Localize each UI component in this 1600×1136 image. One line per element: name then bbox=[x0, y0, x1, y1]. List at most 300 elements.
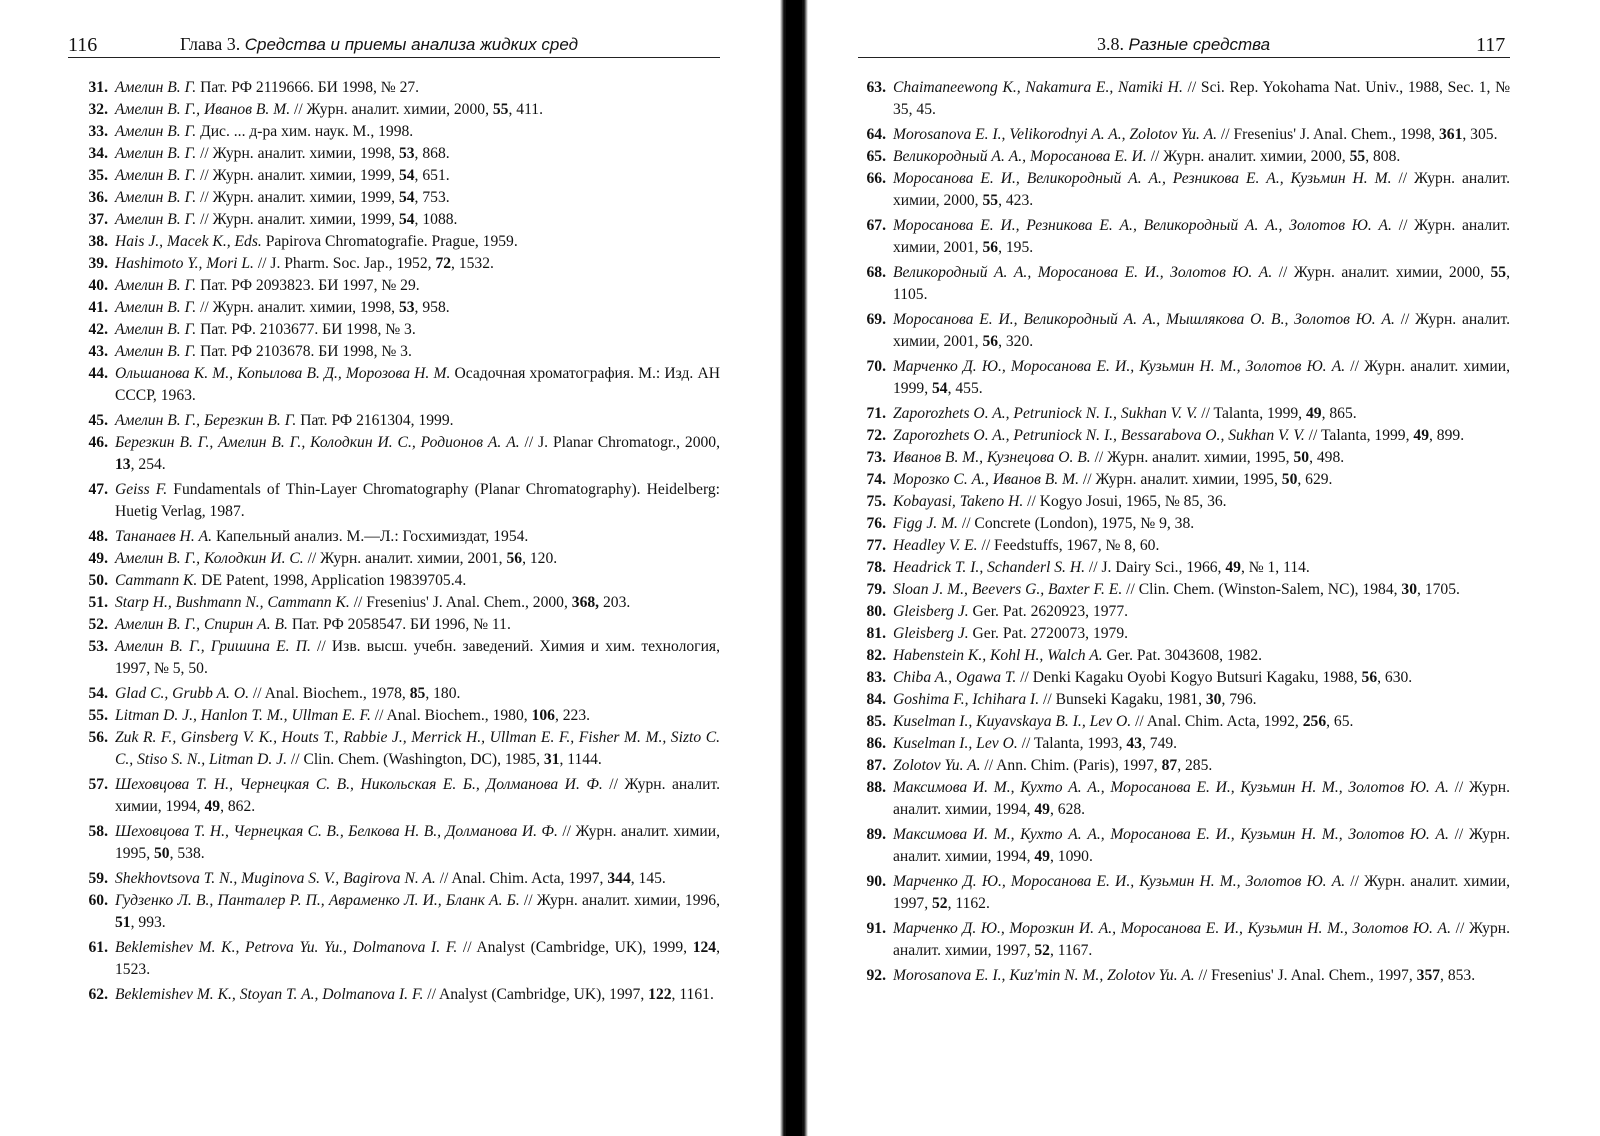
reference-authors: Амелин В. Г. bbox=[115, 79, 197, 96]
reference-authors: Амелин В. Г. bbox=[115, 123, 197, 140]
reference-number: 52. bbox=[88, 616, 108, 633]
reference-item bbox=[80, 121, 720, 143]
reference-number: 36. bbox=[88, 189, 108, 206]
reference-authors: Headley V. E. bbox=[893, 537, 978, 554]
reference-text: , № 1, 114. bbox=[1240, 559, 1310, 576]
reference-text: // Fresenius' J. Anal. Chem., 2000, bbox=[349, 594, 572, 611]
reference-text: // Журн. аналит. химии, 1995, bbox=[115, 823, 720, 862]
reference-authors: Иванов В. М., Кузнецова О. В. bbox=[893, 449, 1091, 466]
reference-text: // Журн. аналит. химии, 1997, bbox=[893, 920, 1510, 959]
reference-text: , 796. bbox=[1221, 691, 1257, 708]
reference-number: 45. bbox=[88, 412, 108, 429]
reference-volume: 52 bbox=[1034, 942, 1050, 959]
reference-item bbox=[80, 614, 720, 636]
right-page-number: 117 bbox=[1476, 34, 1506, 56]
reference-authors: Beklemishev M. K., Stoyan T. A., Dolmanova I. F. bbox=[115, 986, 424, 1003]
reference-authors: Kuselman I., Kuyavskaya B. I., Lev O. bbox=[893, 713, 1132, 730]
reference-text: , 423. bbox=[998, 192, 1034, 209]
reference-text: , 993. bbox=[130, 914, 166, 931]
reference-volume: 31 bbox=[543, 751, 560, 768]
reference-text: // Sci. Rep. Yokohama Nat. Univ., 1988, Sec. 1, № 35, 45. bbox=[893, 79, 1510, 118]
reference-text: // Журн. аналит. химии, 1998, bbox=[196, 299, 399, 316]
reference-number: 62. bbox=[88, 986, 108, 1003]
reference-number: 67. bbox=[866, 217, 886, 234]
reference-number: 88. bbox=[866, 779, 886, 796]
reference-item bbox=[80, 868, 720, 890]
reference-number: 34. bbox=[88, 145, 108, 162]
reference-item bbox=[858, 469, 1510, 491]
reference-text: Fundamentals of Thin-Layer Chromatography (Planar Chromatography). Heidelberg: Huetig Verlag, 1987. bbox=[115, 481, 720, 520]
reference-item bbox=[858, 77, 1510, 124]
reference-authors: Амелин В. Г. bbox=[115, 299, 197, 316]
reference-text: , 899. bbox=[1429, 427, 1465, 444]
reference-authors: Chaimaneewong K., Nakamura E., Namiki H. bbox=[893, 79, 1183, 96]
left-page-number: 116 bbox=[68, 34, 98, 56]
reference-text: , 120. bbox=[522, 550, 558, 567]
reference-number: 73. bbox=[866, 449, 886, 466]
reference-text: Пат. РФ. 2103677. БИ 1998, № 3. bbox=[196, 321, 416, 338]
reference-text: , 629. bbox=[1297, 471, 1333, 488]
reference-number: 46. bbox=[88, 434, 108, 451]
reference-authors: Амелин В. Г., Спирин А. В. bbox=[115, 616, 288, 633]
reference-text: // Kogyo Josui, 1965, № 85, 36. bbox=[1023, 493, 1227, 510]
reference-volume: 106 bbox=[531, 707, 555, 724]
reference-volume: 49 bbox=[1225, 559, 1241, 576]
reference-volume: 256 bbox=[1302, 713, 1327, 730]
reference-item bbox=[858, 513, 1510, 535]
reference-text: , 320. bbox=[998, 333, 1034, 350]
reference-item bbox=[858, 124, 1510, 146]
reference-text: Пат. РФ 2119666. БИ 1998, № 27. bbox=[196, 79, 420, 96]
reference-text: // J. Pharm. Soc. Jap., 1952, bbox=[253, 255, 436, 272]
reference-text: // Concrete (London), 1975, № 9, 38. bbox=[957, 515, 1195, 532]
reference-text: // Anal. Chim. Acta, 1997, bbox=[435, 870, 608, 887]
reference-text: // Analyst (Cambridge, UK), 1999, bbox=[457, 939, 693, 956]
reference-volume: 54 bbox=[398, 189, 415, 206]
reference-volume: 56 bbox=[506, 550, 523, 567]
reference-authors: Амелин В. Г., Колодкин И. С. bbox=[115, 550, 304, 567]
reference-volume: 54 bbox=[398, 211, 415, 228]
reference-item bbox=[858, 403, 1510, 425]
reference-volume: 122 bbox=[648, 986, 672, 1003]
reference-number: 47. bbox=[88, 481, 108, 498]
reference-volume: 43 bbox=[1126, 735, 1142, 752]
reference-volume: 361 bbox=[1438, 126, 1463, 143]
reference-text: // Fresenius' J. Anal. Chem., 1998, bbox=[1217, 126, 1439, 143]
reference-authors: Ольшанова К. М., Копылова В. Д., Морозова Н. М. bbox=[115, 365, 451, 382]
right-section-label: 3.8. bbox=[1097, 34, 1124, 54]
reference-authors: Hais J., Macek K., Eds. bbox=[115, 233, 262, 250]
left-page bbox=[0, 0, 780, 1136]
reference-text: Пат. РФ 2093823. БИ 1997, № 29. bbox=[196, 277, 420, 294]
reference-number: 91. bbox=[866, 920, 886, 937]
reference-text: // Clin. Chem. (Washington, DC), 1985, bbox=[286, 751, 544, 768]
reference-text: // Журн. аналит. химии, 1997, bbox=[893, 873, 1510, 912]
reference-number: 82. bbox=[866, 647, 886, 664]
reference-item bbox=[80, 570, 720, 592]
reference-volume: 49 bbox=[1413, 427, 1429, 444]
reference-text: , 1523. bbox=[115, 939, 720, 978]
reference-text: // Analyst (Cambridge, UK), 1997, bbox=[423, 986, 649, 1003]
reference-text: , 305. bbox=[1462, 126, 1498, 143]
reference-volume: 55 bbox=[492, 101, 509, 118]
reference-text: , 1105. bbox=[893, 264, 1510, 303]
reference-authors: Glad C., Grubb A. O. bbox=[115, 685, 250, 702]
right-header-rule bbox=[858, 57, 1510, 58]
reference-volume: 55 bbox=[1490, 264, 1507, 281]
reference-text: Пат. РФ 2058547. БИ 1996, № 11. bbox=[287, 616, 511, 633]
reference-volume: 49 bbox=[1305, 405, 1322, 422]
reference-number: 32. bbox=[88, 101, 108, 118]
reference-item bbox=[80, 363, 720, 410]
reference-text: // Журн. аналит. химии, 1998, bbox=[196, 145, 399, 162]
reference-item bbox=[858, 491, 1510, 513]
reference-authors: Марченко Д. Ю., Моросанова Е. И., Кузьмин Н. М., Золотов Ю. А. bbox=[893, 358, 1346, 375]
reference-volume: 49 bbox=[1034, 848, 1050, 865]
reference-number: 90. bbox=[866, 873, 886, 890]
reference-number: 39. bbox=[88, 255, 108, 272]
reference-authors: Beklemishev M. K., Petrova Yu. Yu., Dolmanova I. F. bbox=[115, 939, 458, 956]
reference-text: , 1705. bbox=[1417, 581, 1460, 598]
reference-text: Ger. Pat. 2620923, 1977. bbox=[968, 603, 1129, 620]
reference-text: , 455. bbox=[947, 380, 983, 397]
left-reference-list bbox=[80, 77, 720, 1006]
reference-authors: Figg J. M. bbox=[893, 515, 958, 532]
right-page bbox=[808, 0, 1600, 1136]
reference-number: 63. bbox=[866, 79, 886, 96]
reference-authors: Morosanova E. I., Velikorodnyi A. A., Zolotov Yu. A. bbox=[893, 126, 1217, 143]
reference-authors: Марченко Д. Ю., Морозкин И. А., Моросанова Е. И., Кузьмин Н. М., Золотов Ю. А. bbox=[893, 920, 1451, 937]
reference-authors: Kobayasi, Takeno H. bbox=[893, 493, 1024, 510]
reference-text: , 862. bbox=[220, 798, 256, 815]
reference-authors: Амелин В. Г. bbox=[115, 211, 197, 228]
reference-item bbox=[80, 143, 720, 165]
reference-item bbox=[80, 526, 720, 548]
reference-authors: Headrick T. I., Schanderl S. H. bbox=[893, 559, 1085, 576]
reference-volume: 55 bbox=[1349, 148, 1366, 165]
reference-authors: Гудзенко Л. В., Панталер Р. П., Авраменко Л. И., Бланк А. Б. bbox=[115, 892, 520, 909]
reference-item bbox=[80, 410, 720, 432]
reference-item bbox=[80, 209, 720, 231]
reference-number: 51. bbox=[88, 594, 108, 611]
reference-authors: Sloan J. M., Beevers G., Baxter F. E. bbox=[893, 581, 1123, 598]
reference-item bbox=[858, 965, 1510, 987]
reference-text: // Anal. Biochem., 1980, bbox=[370, 707, 532, 724]
reference-volume: 56 bbox=[1361, 669, 1378, 686]
reference-authors: Шеховцова Т. Н., Чернецкая С. В., Белкова Н. В., Долманова И. Ф. bbox=[115, 823, 558, 840]
reference-authors: Моросанова Е. И., Резникова Е. А., Великородный А. А., Золотов Ю. А. bbox=[893, 217, 1392, 234]
reference-text: // Anal. Biochem., 1978, bbox=[249, 685, 410, 702]
reference-item bbox=[80, 774, 720, 821]
reference-number: 81. bbox=[866, 625, 886, 642]
reference-volume: 50 bbox=[153, 845, 170, 862]
reference-text: , 1090. bbox=[1049, 848, 1093, 865]
left-header-rule bbox=[68, 57, 720, 58]
reference-text: , 808. bbox=[1365, 148, 1401, 165]
reference-authors: Амелин В. Г. bbox=[115, 277, 197, 294]
reference-authors: Моросанова Е. И., Великородный А. А., Резникова Е. А., Кузьмин Н. М. bbox=[893, 170, 1392, 187]
reference-volume: 54 bbox=[398, 167, 415, 184]
reference-authors: Великородный А. А., Моросанова Е. И. bbox=[893, 148, 1147, 165]
reference-text: // Denki Kagaku Oyobi Kogyo Butsuri Kagaku, 1988, bbox=[1016, 669, 1362, 686]
reference-text: , 753. bbox=[414, 189, 450, 206]
reference-volume: 30 bbox=[1401, 581, 1418, 598]
reference-text: , 538. bbox=[169, 845, 205, 862]
reference-volume: 56 bbox=[982, 333, 999, 350]
reference-text: // Журн. аналит. химии, 2001, bbox=[303, 550, 507, 567]
reference-item bbox=[80, 231, 720, 253]
reference-item bbox=[858, 733, 1510, 755]
reference-number: 44. bbox=[88, 365, 108, 382]
reference-item bbox=[858, 262, 1510, 309]
reference-text: , 749. bbox=[1141, 735, 1178, 752]
reference-number: 65. bbox=[866, 148, 886, 165]
reference-text: , 628. bbox=[1049, 801, 1086, 818]
reference-item bbox=[80, 821, 720, 868]
reference-item bbox=[858, 755, 1510, 777]
right-reference-list bbox=[858, 77, 1510, 987]
reference-number: 92. bbox=[866, 967, 886, 984]
left-chapter-label: Глава 3. bbox=[180, 34, 241, 54]
reference-volume: 56 bbox=[982, 239, 999, 256]
reference-text: // Журн. аналит. химии, 2000, bbox=[893, 170, 1510, 209]
reference-item bbox=[80, 479, 720, 526]
reference-volume: 368, bbox=[571, 594, 600, 611]
reference-authors: Тананаев Н. А. bbox=[115, 528, 213, 545]
reference-number: 83. bbox=[866, 669, 886, 686]
reference-text: Пат. РФ 2103678. БИ 1998, № 3. bbox=[196, 343, 412, 360]
reference-text: 203. bbox=[599, 594, 631, 611]
reference-text: , 285. bbox=[1177, 757, 1213, 774]
reference-authors: Zuk R. F., Ginsberg V. K., Houts T., Rabbie J., Merrick H., Ullman E. F., Fisher M. M., Sizto C. C., Stiso S. N., Litman D. J. bbox=[115, 729, 720, 768]
reference-text: , 1162. bbox=[947, 895, 990, 912]
reference-volume: 53 bbox=[398, 145, 415, 162]
reference-authors: Gleisberg J. bbox=[893, 603, 969, 620]
reference-text: Капельный анализ. М.—Л.: Госхимиздат, 1954. bbox=[212, 528, 529, 545]
reference-item bbox=[80, 592, 720, 614]
reference-text: // Журн. аналит. химии, 2000, bbox=[1146, 148, 1350, 165]
reference-item bbox=[80, 253, 720, 275]
reference-item bbox=[80, 727, 720, 774]
reference-volume: 53 bbox=[398, 299, 415, 316]
reference-text: , 853. bbox=[1440, 967, 1476, 984]
reference-number: 78. bbox=[866, 559, 886, 576]
reference-text: , 651. bbox=[414, 167, 450, 184]
reference-text: , 145. bbox=[630, 870, 666, 887]
reference-item bbox=[80, 432, 720, 479]
reference-number: 66. bbox=[866, 170, 886, 187]
reference-text: , 65. bbox=[1326, 713, 1354, 730]
right-section-title: Разные средства bbox=[1128, 35, 1271, 54]
reference-text: // Журн. аналит. химии, 1999, bbox=[196, 211, 399, 228]
reference-authors: Амелин В. Г. bbox=[115, 189, 197, 206]
reference-text: Дис. ... д-ра хим. наук. М., 1998. bbox=[196, 123, 414, 140]
reference-text: , 254. bbox=[130, 456, 166, 473]
reference-number: 48. bbox=[88, 528, 108, 545]
reference-number: 89. bbox=[866, 826, 886, 843]
reference-number: 53. bbox=[88, 638, 108, 655]
reference-item bbox=[80, 636, 720, 683]
reference-volume: 55 bbox=[982, 192, 999, 209]
reference-text: // Журн. аналит. химии, 2001, bbox=[893, 311, 1510, 350]
reference-number: 41. bbox=[88, 299, 108, 316]
reference-text: , 1532. bbox=[451, 255, 494, 272]
reference-number: 50. bbox=[88, 572, 108, 589]
reference-volume: 51 bbox=[115, 914, 131, 931]
reference-item bbox=[858, 711, 1510, 733]
reference-text: , 958. bbox=[414, 299, 450, 316]
reference-volume: 13 bbox=[115, 456, 131, 473]
reference-item bbox=[80, 165, 720, 187]
reference-item bbox=[858, 447, 1510, 469]
right-page-header bbox=[1476, 34, 1505, 57]
reference-item bbox=[858, 215, 1510, 262]
reference-number: 61. bbox=[88, 939, 108, 956]
reference-number: 43. bbox=[88, 343, 108, 360]
reference-text: , 498. bbox=[1309, 449, 1345, 466]
reference-authors: Kuselman I., Lev O. bbox=[893, 735, 1018, 752]
reference-text: Пат. РФ 2161304, 1999. bbox=[296, 412, 454, 429]
reference-text: , 180. bbox=[425, 685, 461, 702]
reference-item bbox=[858, 425, 1510, 447]
reference-text: , 223. bbox=[554, 707, 591, 724]
reference-text: , 865. bbox=[1321, 405, 1357, 422]
reference-volume: 85 bbox=[409, 685, 426, 702]
reference-number: 55. bbox=[88, 707, 108, 724]
reference-authors: Моросанова Е. И., Великородный А. А., Мышлякова О. В., Золотов Ю. А. bbox=[893, 311, 1395, 328]
reference-text: // Anal. Chim. Acta, 1992, bbox=[1131, 713, 1303, 730]
reference-text: // Журн. аналит. химии, 1999, bbox=[196, 189, 399, 206]
reference-authors: Zolotov Yu. A. bbox=[893, 757, 981, 774]
reference-number: 71. bbox=[866, 405, 886, 422]
reference-text: , 1167. bbox=[1049, 942, 1093, 959]
reference-item bbox=[80, 984, 720, 1006]
reference-number: 69. bbox=[866, 311, 886, 328]
reference-item bbox=[858, 309, 1510, 356]
reference-number: 74. bbox=[866, 471, 886, 488]
reference-number: 49. bbox=[88, 550, 108, 567]
reference-number: 59. bbox=[88, 870, 108, 887]
reference-item bbox=[858, 557, 1510, 579]
reference-authors: Морозко С. А., Иванов В. М. bbox=[893, 471, 1079, 488]
reference-item bbox=[858, 871, 1510, 918]
reference-text: // J. Dairy Sci., 1966, bbox=[1085, 559, 1226, 576]
book-spine bbox=[780, 0, 808, 1136]
reference-volume: 54 bbox=[931, 380, 948, 397]
reference-item bbox=[858, 535, 1510, 557]
reference-authors: Starp H., Bushmann N., Cammann K. bbox=[115, 594, 350, 611]
reference-volume: 87 bbox=[1161, 757, 1178, 774]
reference-text: // Feedstuffs, 1967, № 8, 60. bbox=[977, 537, 1160, 554]
reference-text: // Fresenius' J. Anal. Chem., 1997, bbox=[1194, 967, 1417, 984]
reference-volume: 52 bbox=[931, 895, 948, 912]
reference-number: 35. bbox=[88, 167, 108, 184]
reference-number: 84. bbox=[866, 691, 886, 708]
left-page-header bbox=[68, 34, 97, 57]
reference-authors: Амелин В. Г., Березкин В. Г. bbox=[115, 412, 297, 429]
reference-text: , 1161. bbox=[671, 986, 714, 1003]
reference-text: // Talanta, 1999, bbox=[1197, 405, 1306, 422]
reference-item bbox=[80, 297, 720, 319]
reference-authors: Шеховцова Т. Н., Чернецкая С. В., Никольская Е. Б., Долманова И. Ф. bbox=[115, 776, 603, 793]
reference-text: // Журн. аналит. химии, 1995, bbox=[1090, 449, 1294, 466]
reference-number: 60. bbox=[88, 892, 108, 909]
reference-authors: Амелин В. Г., Гришина Е. П. bbox=[115, 638, 311, 655]
reference-item bbox=[858, 579, 1510, 601]
reference-item bbox=[858, 601, 1510, 623]
reference-number: 87. bbox=[866, 757, 886, 774]
reference-number: 38. bbox=[88, 233, 108, 250]
reference-number: 77. bbox=[866, 537, 886, 554]
reference-volume: 49 bbox=[204, 798, 221, 815]
reference-item bbox=[80, 77, 720, 99]
reference-item bbox=[80, 683, 720, 705]
reference-text: // Журн. аналит. химии, 1999, bbox=[893, 358, 1510, 397]
reference-text: , 1144. bbox=[559, 751, 602, 768]
reference-text: Ger. Pat. 3043608, 1982. bbox=[1102, 647, 1263, 664]
reference-authors: Hashimoto Y., Mori L. bbox=[115, 255, 254, 272]
reference-item bbox=[858, 777, 1510, 824]
reference-number: 58. bbox=[88, 823, 108, 840]
reference-text: // J. Planar Chromatogr., 2000, bbox=[519, 434, 720, 451]
reference-item bbox=[858, 356, 1510, 403]
reference-item bbox=[858, 146, 1510, 168]
reference-authors: Zaporozhets O. A., Petruniock N. I., Sukhan V. V. bbox=[893, 405, 1198, 422]
reference-item bbox=[80, 99, 720, 121]
reference-text: // Журн. аналит. химии, 1994, bbox=[115, 776, 720, 815]
reference-number: 64. bbox=[866, 126, 886, 143]
reference-number: 80. bbox=[866, 603, 886, 620]
left-chapter-title: Средства и приемы анализа жидких сред bbox=[244, 35, 578, 54]
reference-text: Papirova Chromatografie. Prague, 1959. bbox=[261, 233, 518, 250]
reference-item bbox=[858, 667, 1510, 689]
reference-authors: Амелин В. Г., Иванов В. М. bbox=[115, 101, 291, 118]
reference-authors: Максимова И. М., Кухто А. А., Моросанова Е. И., Кузьмин Н. М., Золотов Ю. А. bbox=[893, 826, 1449, 843]
reference-text: // Журн. аналит. химии, 1994, bbox=[893, 826, 1510, 865]
reference-volume: 344 bbox=[607, 870, 631, 887]
reference-number: 56. bbox=[88, 729, 108, 746]
reference-volume: 49 bbox=[1034, 801, 1050, 818]
reference-text: // Ann. Chim. (Paris), 1997, bbox=[980, 757, 1162, 774]
reference-item bbox=[80, 890, 720, 937]
reference-number: 75. bbox=[866, 493, 886, 510]
reference-text: , 411. bbox=[508, 101, 543, 118]
reference-text: , 630. bbox=[1377, 669, 1413, 686]
reference-text: // Talanta, 1999, bbox=[1304, 427, 1414, 444]
reference-number: 85. bbox=[866, 713, 886, 730]
reference-text: DE Patent, 1998, Application 19839705.4. bbox=[197, 572, 467, 589]
reference-authors: Chiba A., Ogawa T. bbox=[893, 669, 1017, 686]
reference-volume: 357 bbox=[1416, 967, 1441, 984]
reference-text: Ger. Pat. 2720073, 1979. bbox=[968, 625, 1129, 642]
reference-item bbox=[858, 623, 1510, 645]
reference-number: 86. bbox=[866, 735, 886, 752]
reference-authors: Березкин В. Г., Амелин В. Г., Колодкин И. С., Родионов А. А. bbox=[115, 434, 520, 451]
reference-number: 42. bbox=[88, 321, 108, 338]
reference-number: 70. bbox=[866, 358, 886, 375]
reference-authors: Великородный А. А., Моросанова Е. И., Золотов Ю. А. bbox=[893, 264, 1273, 281]
reference-text: // Журн. аналит. химии, 2001, bbox=[893, 217, 1510, 256]
reference-volume: 72 bbox=[435, 255, 452, 272]
reference-item bbox=[858, 918, 1510, 965]
reference-authors: Cammann K. bbox=[115, 572, 198, 589]
reference-text: // Изв. высш. учебн. заведений. Химия и хим. технология, 1997, № 5, 50. bbox=[115, 638, 720, 677]
reference-number: 54. bbox=[88, 685, 108, 702]
reference-number: 68. bbox=[866, 264, 886, 281]
reference-item bbox=[80, 705, 720, 727]
right-running-head bbox=[1097, 34, 1270, 55]
reference-authors: Марченко Д. Ю., Моросанова Е. И., Кузьмин Н. М., Золотов Ю. А. bbox=[893, 873, 1346, 890]
